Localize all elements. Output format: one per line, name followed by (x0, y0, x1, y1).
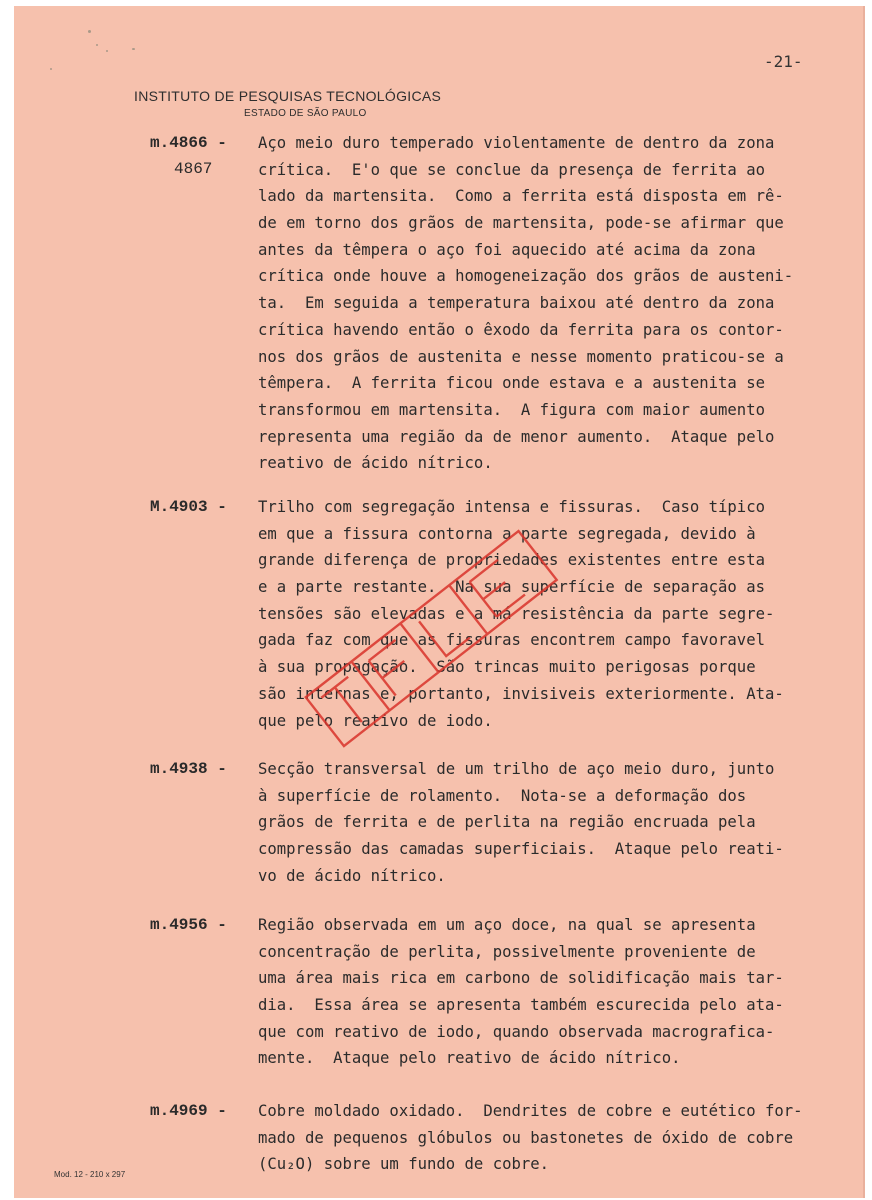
specimen-code: m.4969 - (150, 1102, 227, 1120)
entry-text (258, 912, 848, 1072)
text-line: lado da martensita. Como a ferrita está disposta em rê- (258, 187, 784, 206)
text-line: e a parte restante. Na sua superfície de separação as (258, 578, 765, 597)
specimen-code: m.4956 - (150, 916, 227, 934)
stamp-glyph (470, 560, 525, 617)
text-line: que com reativo de iodo, quando observada macrografica- (258, 1022, 775, 1041)
text-line: uma área mais rica em carbono de solidificação mais tar- (258, 969, 784, 988)
text-line: Secção transversal de um trilho de aço meio duro, junto (258, 760, 775, 778)
stamp-divider (400, 623, 438, 672)
stamp-mark (255, 512, 605, 762)
text-line: mado de pequenos glóbulos ou bastonetes de óxido de cobre (258, 1128, 794, 1147)
stamp-divider (449, 585, 487, 634)
entry-text (258, 1098, 848, 1178)
institution-name: INSTITUTO DE PESQUISAS TECNOLÓGICAS (134, 88, 442, 104)
paper-speck (96, 44, 98, 46)
specimen-code: m.4938 - (150, 760, 227, 778)
text-line: nos dos grãos de austenita e nesse momento praticou-se a (258, 347, 784, 366)
text-line: têmpera. A ferrita ficou onde estava e a austenita se (258, 374, 765, 393)
text-line: tensões são elevadas e a má resistência da parte segre- (258, 604, 775, 623)
entry-text (258, 756, 848, 889)
text-line: de em torno dos grãos de martensita, pode-se afirmar que (258, 214, 784, 233)
page-number: -21- (764, 52, 803, 71)
text-line: compressão das camadas superficiais. Ataque pelo reati- (258, 840, 784, 859)
text-line: que pelo reativo de iodo. (258, 711, 493, 730)
institution-state: ESTADO DE SÃO PAULO (244, 108, 367, 119)
text-line: em que a fissura contorna a parte segregada, devido à (258, 524, 756, 543)
text-line: dia. Essa área se apresenta também escurecida pelo ata- (258, 996, 784, 1015)
specimen-code-secondary: 4867 (174, 160, 213, 178)
specimen-code: m.4866 - (150, 134, 227, 152)
specimen-code: M.4903 - (150, 498, 227, 516)
text-line: Cobre moldado oxidado. Dendrites de cobre e eutético for- (258, 1102, 803, 1120)
text-line: grande diferença de propriedades existentes entre esta (258, 551, 765, 570)
text-line: mente. Ataque pelo reativo de ácido nítrico. (258, 1049, 681, 1068)
text-line: à superfície de rolamento. Nota-se a deformação dos (258, 786, 747, 805)
stamp-divider (351, 662, 389, 711)
text-line: são internas e, portanto, invisiveis exteriormente. Ata- (258, 684, 784, 703)
stamp-glyph (419, 603, 470, 656)
text-line: (Cu₂O) sobre um fundo de cobre. (258, 1155, 550, 1174)
text-line: Trilho com segregação intensa e fissuras. Caso típico (258, 498, 765, 516)
text-line: crítica havendo então o êxodo da ferrita para os contor- (258, 320, 784, 339)
text-line: crítica onde houve a homogeneização dos grãos de austeni- (258, 267, 794, 286)
paper-speck (88, 30, 91, 33)
text-line: antes da têmpera o aço foi aquecido até acima da zona (258, 240, 756, 259)
text-line: concentração de perlita, possivelmente proveniente de (258, 942, 756, 961)
paper-speck (50, 68, 52, 70)
text-line: vo de ácido nítrico. (258, 866, 446, 885)
stamp-glyph (369, 640, 423, 696)
text-line: reativo de ácido nítrico. (258, 454, 493, 473)
text-line: grãos de ferrita e de perlita na região encruada pela (258, 813, 756, 832)
text-line: gada faz com que as fissuras encontrem campo favoravel (258, 631, 765, 650)
text-line: transformou em martensita. A figura com maior aumento (258, 400, 765, 419)
entry-text (258, 130, 848, 477)
text-line: à sua propagação. São trincas muito perigosas porque (258, 658, 756, 677)
text-line: Região observada em um aço doce, na qual se apresenta (258, 916, 756, 934)
text-line: representa uma região da de menor aumento. Ataque pelo (258, 427, 775, 446)
form-footer: Mod. 12 - 210 x 297 (54, 1170, 126, 1179)
text-line: crítica. E'o que se conclue da presença de ferrita ao (258, 160, 765, 179)
text-line: ta. Em seguida a temperatura baixou até dentro da zona (258, 294, 775, 313)
text-line: Aço meio duro temperado violentamente de dentro da zona (258, 134, 775, 152)
paper-speck (132, 48, 135, 50)
paper-speck (106, 50, 108, 52)
stamp-glyph (321, 677, 375, 733)
